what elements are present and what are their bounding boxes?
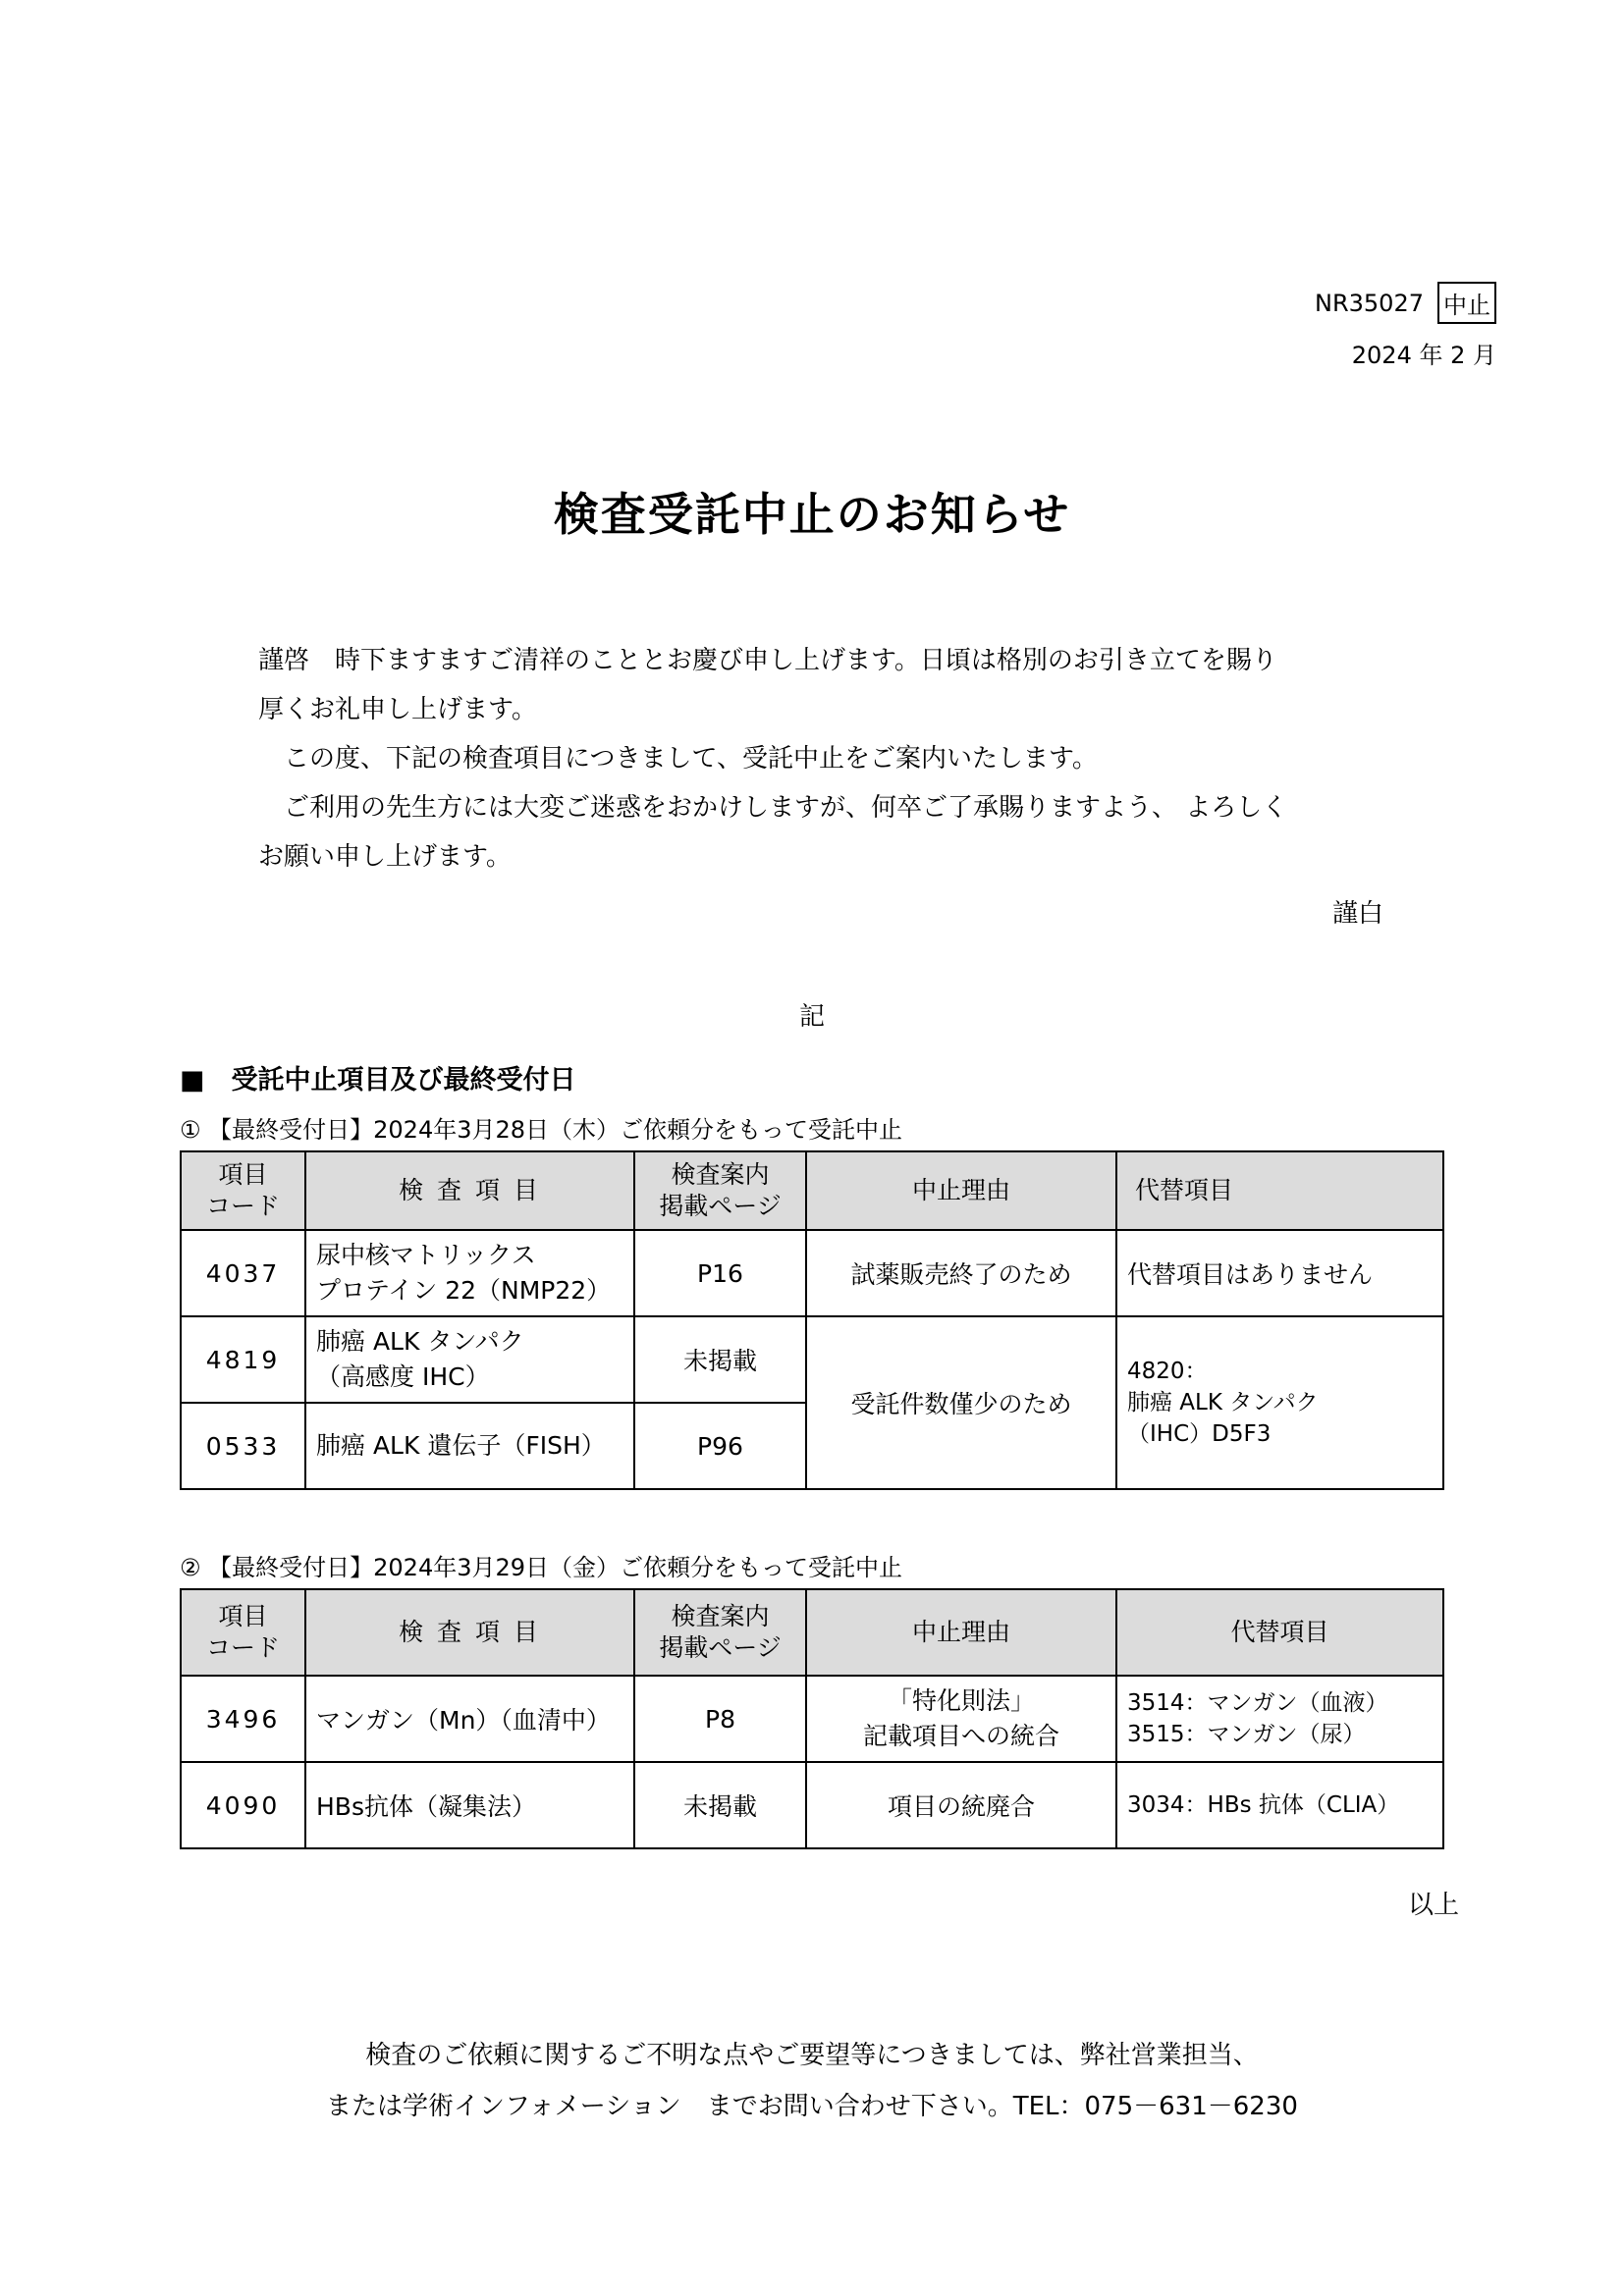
item-name: マンガン（Mn）（血清中） [305, 1676, 634, 1762]
section-heading: ■ 受託中止項目及び最終受付日 [180, 1065, 576, 1095]
header-alternative: 代替項目 [1116, 1151, 1443, 1230]
table-header-row [181, 1589, 1443, 1676]
group1-caption: ① 【最終受付日】2024年3月28日（木）ご依頼分をもって受託中止 [180, 1116, 903, 1144]
discontinued-table-2 [180, 1588, 1444, 1849]
doc-status-badge: 中止 [1437, 282, 1496, 324]
greeting-line: 厚くお礼申し上げます。 [258, 695, 537, 724]
guide-page: P8 [634, 1676, 806, 1762]
header-page: 検査案内 掲載ページ [634, 1151, 806, 1230]
item-code: 3496 [181, 1676, 305, 1762]
table-row [181, 1230, 1443, 1316]
greeting-line: この度、下記の検査項目につきまして、受託中止をご案内いたします。 [258, 744, 1098, 774]
table-row [181, 1676, 1443, 1762]
item-name: 尿中核マトリックス プロテイン 22（NMP22） [305, 1230, 634, 1316]
item-code: 4819 [181, 1316, 305, 1403]
stop-reason: 「特化則法」 記載項目への統合 [806, 1676, 1116, 1762]
greeting-line: 謹啓 時下ますますご清祥のこととお慶び申し上げます。日頃は格別のお引き立てを賜り [258, 646, 1277, 675]
alternative-item-merged: 4820： 肺癌 ALK タンパク （IHC）D5F3 [1116, 1316, 1443, 1489]
header-reason: 中止理由 [806, 1589, 1116, 1676]
table-row [181, 1316, 1443, 1403]
header-alternative: 代替項目 [1116, 1589, 1443, 1676]
item-code: 4090 [181, 1762, 305, 1848]
closing-word: 謹白 [1331, 899, 1383, 929]
guide-page: 未掲載 [634, 1316, 806, 1403]
footer-contact [0, 2030, 1624, 2132]
item-code: 4037 [181, 1230, 305, 1316]
header-code: 項目 コード [181, 1151, 305, 1230]
header-page: 検査案内 掲載ページ [634, 1589, 806, 1676]
issue-date: 2024 年 2 月 [1351, 342, 1496, 369]
doc-number-text: NR35027 [1315, 289, 1424, 317]
header-code: 項目 コード [181, 1589, 305, 1676]
guide-page: P96 [634, 1403, 806, 1489]
stop-reason: 項目の統廃合 [806, 1762, 1116, 1848]
item-name: 肺癌 ALK 遺伝子（FISH） [305, 1403, 634, 1489]
footer-line: 検査のご依頼に関するご不明な点やご要望等につきましては、弊社営業担当、 [365, 2041, 1259, 2070]
alternative-item: 3034：HBs 抗体（CLIA） [1116, 1762, 1443, 1848]
alternative-item: 代替項目はありません [1116, 1230, 1443, 1316]
table-header-row [181, 1151, 1443, 1230]
footer-line: または学術インフォメーション までお問い合わせ下さい。TEL：075－631－6230 [326, 2092, 1298, 2121]
discontinued-table-1 [180, 1150, 1444, 1490]
item-name: HBs抗体（凝集法） [305, 1762, 634, 1848]
guide-page: 未掲載 [634, 1762, 806, 1848]
document-number [1315, 282, 1496, 324]
greeting-line: ご利用の先生方には大変ご迷惑をおかけしますが、何卒ご了承賜りますよう、 よろしく [258, 793, 1288, 823]
ki-mark: 記 [798, 1002, 825, 1032]
header-item: 検 査 項 目 [305, 1589, 634, 1676]
guide-page: P16 [634, 1230, 806, 1316]
stop-reason-merged: 受託件数僅少のため [806, 1316, 1116, 1489]
page-title: 検査受託中止のお知らせ [553, 488, 1071, 541]
header-reason: 中止理由 [806, 1151, 1116, 1230]
group2-caption: ② 【最終受付日】2024年3月29日（金）ご依頼分をもって受託中止 [180, 1554, 903, 1581]
item-code: 0533 [181, 1403, 305, 1489]
stop-reason: 試薬販売終了のため [806, 1230, 1116, 1316]
header-item: 検 査 項 目 [305, 1151, 634, 1230]
alternative-item: 3514：マンガン（血液） 3515：マンガン（尿） [1116, 1676, 1443, 1762]
end-mark: 以上 [1407, 1891, 1459, 1920]
item-name: 肺癌 ALK タンパク （高感度 IHC） [305, 1316, 634, 1403]
table-row [181, 1762, 1443, 1848]
greeting-line: お願い申し上げます。 [258, 842, 512, 872]
greeting-paragraph [258, 636, 1397, 881]
